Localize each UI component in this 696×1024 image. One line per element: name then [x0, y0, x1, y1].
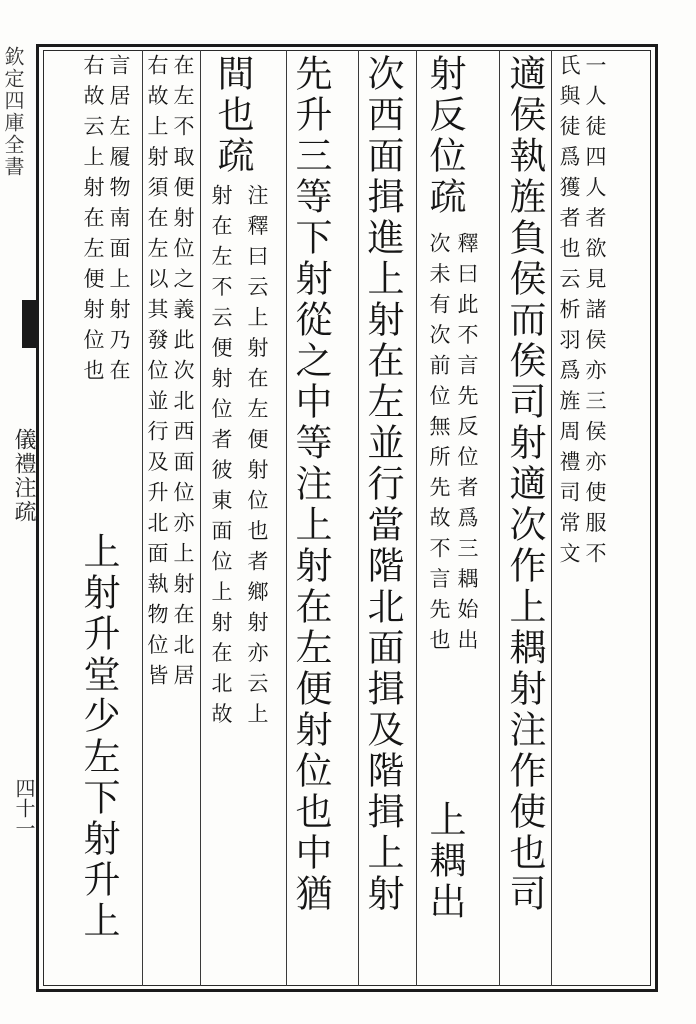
commentary-line: 次未有次前位無所先故不言先也 [427, 232, 451, 659]
column-rule [286, 50, 287, 986]
commentary-line: 氏與徒爲獲者也云析羽爲旌周禮司常文 [557, 54, 581, 573]
column-rule [200, 50, 201, 986]
commentary-line: 右故云上射在左便射位也 [81, 54, 105, 390]
spine-text: 欽定四庫全書 [1, 46, 25, 178]
main-text-column: 射反位疏 [423, 54, 466, 218]
commentary-line: 注釋曰云上射在左便射位也者鄉射亦云上 [245, 184, 269, 733]
commentary-column [146, 54, 196, 984]
main-text-column: 上耦出 [423, 800, 466, 923]
commentary-line: 釋曰此不言先反位者爲三耦始出 [455, 232, 479, 659]
main-text-column: 適侯執旌負侯而俟司射適次作上耦射注作使也司 [503, 54, 546, 915]
commentary-line: 在左不取便射位之義此次北西面位亦上射在北居 [171, 54, 195, 695]
column-rule [551, 50, 552, 986]
column-rule [499, 50, 500, 986]
main-text-column: 次西面揖進上射在左並行當階北面揖及階揖上射 [361, 54, 404, 915]
main-text-column: 間也疏 [211, 54, 254, 177]
commentary-line: 右故上射須在左以其發位並行及升北面執物位皆 [145, 54, 169, 695]
page-number: 四十一 [12, 778, 36, 838]
commentary-column [554, 54, 607, 984]
commentary-line: 一人徒四人者欲見諸侯亦三侯亦使服不 [583, 54, 607, 573]
column-rule [358, 50, 359, 986]
book-title: 儀禮注疏 [11, 428, 36, 524]
column-rule [416, 50, 417, 986]
main-text-column: 先升三等下射從之中等注上射在左便射位也中猶 [289, 54, 332, 915]
commentary-line: 射在左不云便射位者彼東面位上射在北故 [209, 184, 233, 733]
column-rule [142, 50, 143, 986]
commentary-line: 言居左履物南面上射乃在 [107, 54, 131, 390]
main-text-column: 上射升堂少左下射升上 [77, 532, 120, 942]
